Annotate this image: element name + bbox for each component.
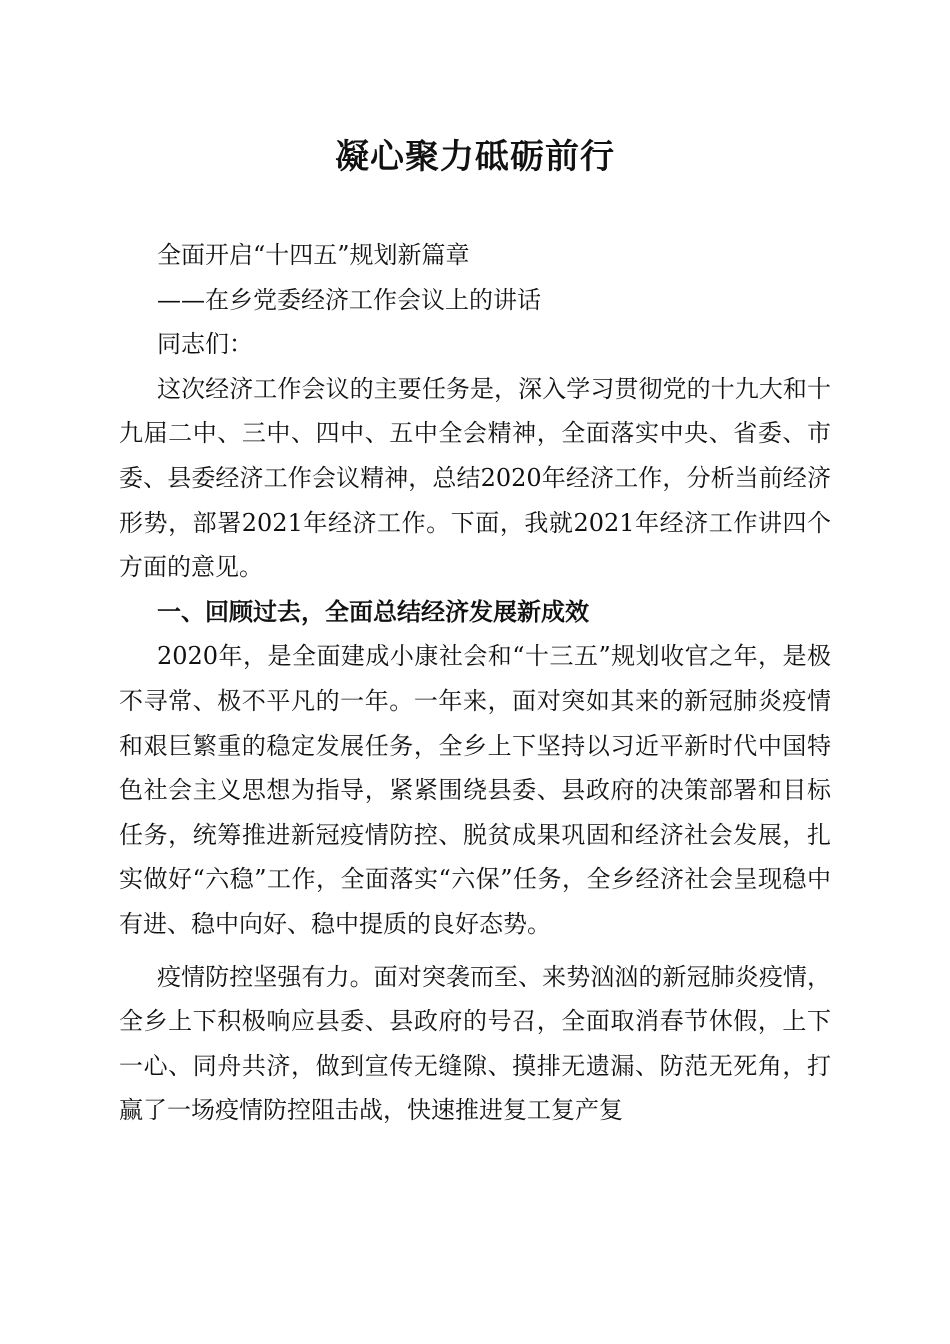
document-title: 凝心聚力砥砺前行	[335, 137, 615, 177]
speech-note-line: ——在乡党委经济工作会议上的讲话	[157, 285, 541, 314]
salutation-line: 同志们：	[157, 330, 253, 359]
document-body	[119, 233, 831, 1133]
subtitle-line: 全面开启“十四五”规划新篇章	[157, 241, 470, 269]
paragraph-review: 2020年，是全面建成小康社会和“十三五”规划收官之年，是极不寻常、极不平凡的一年。一年来，面对突如其来的新冠肺炎疫情和艰巨繁重的稳定发展任务，全乡上下坚持以习近平新时代中国特色社会主义思想为指导，紧紧围绕县委、县政府的决策部署和目标任务，统筹推进新冠疫情防控、脱贫成果巩固和经济社会发展，扎实做好“六稳”工作，全面落实“六保”任务，全乡经济社会呈现稳中有进、稳中向好、稳中提质的良好态势。	[119, 642, 831, 938]
paragraph-epidemic: 疫情防控坚强有力。面对突袭而至、来势汹汹的新冠肺炎疫情，全乡上下积极响应县委、县政府的号召，全面取消春节休假，上下一心、同舟共济，做到宣传无缝隙、摸排无遗漏、防范无死角，打赢了一场疫情防控阻击战，快速推进复工复产复	[119, 962, 831, 1125]
section-heading-1: 一、回顾过去，全面总结经济发展新成效	[157, 597, 589, 626]
paragraph-intro: 这次经济工作会议的主要任务是，深入学习贯彻党的十九大和十九届二中、三中、四中、五中全会精神，全面落实中央、省委、市委、县委经济工作会议精神，总结2020年经济工作，分析当前经济形势，部署2021年经济工作。下面，我就2021年经济工作讲四个方面的意见。	[119, 374, 831, 582]
